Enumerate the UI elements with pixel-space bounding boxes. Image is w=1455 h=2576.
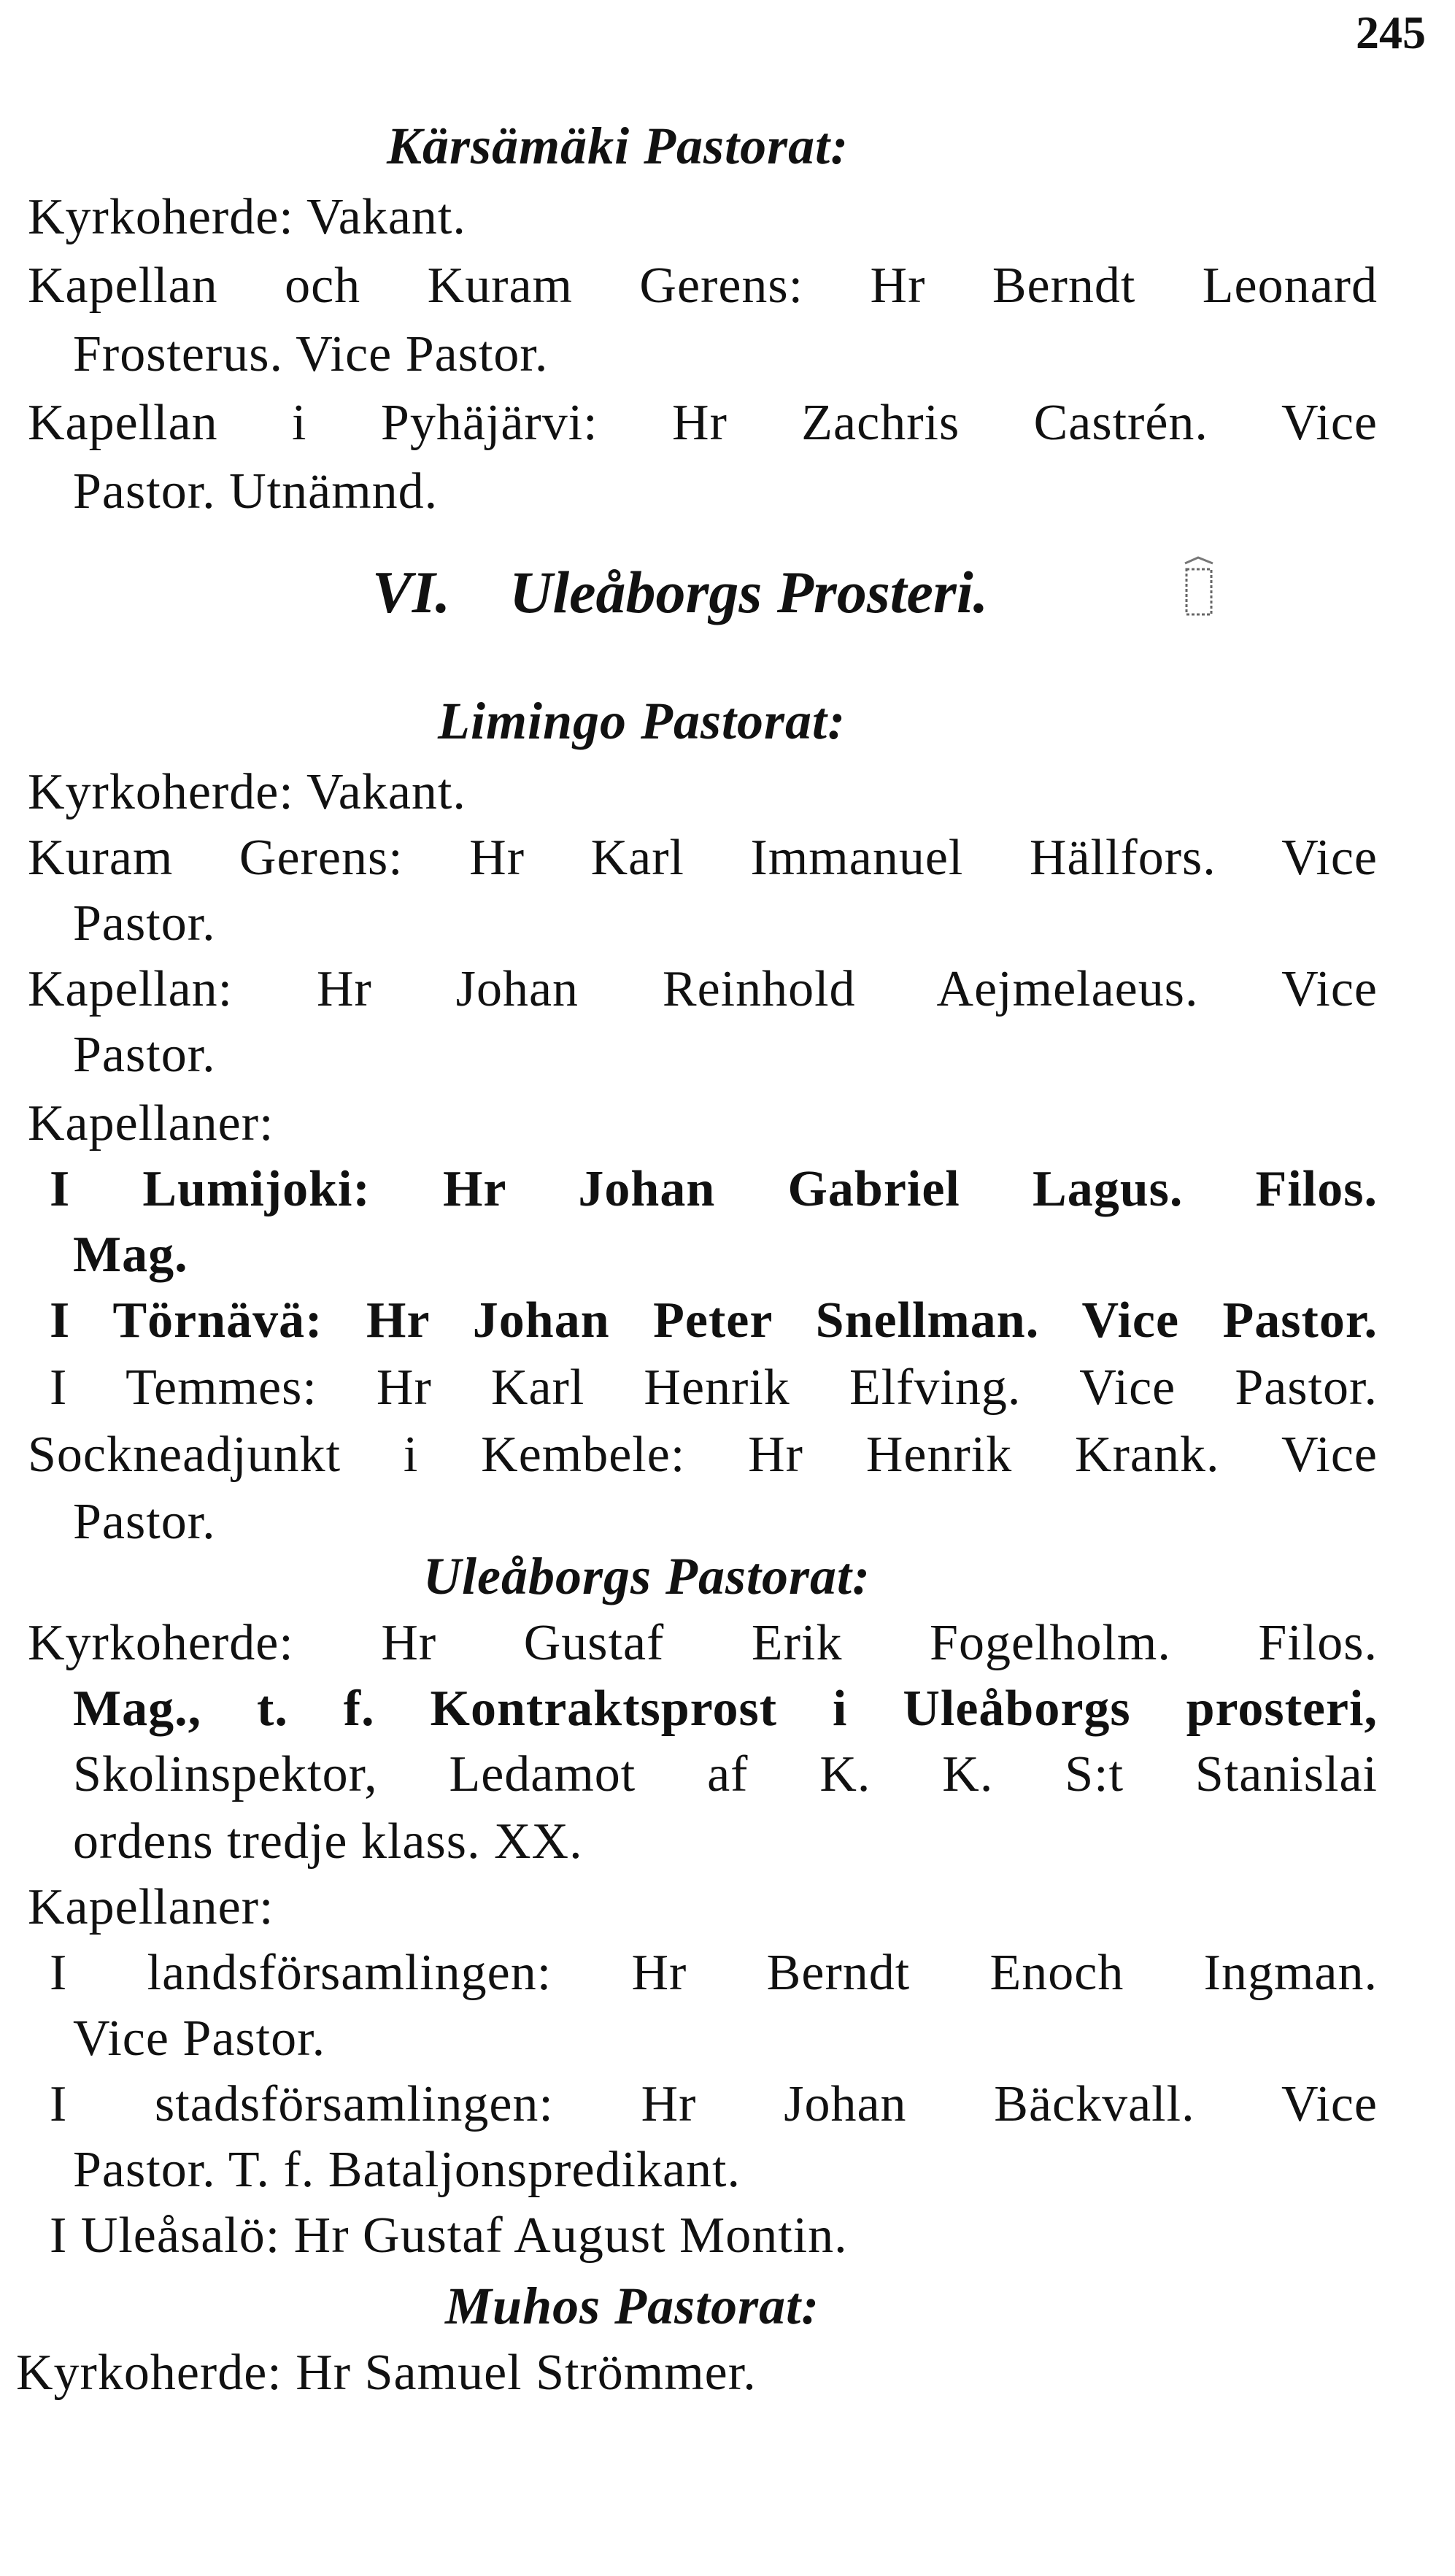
limingo-line-3: Pastor. [73, 895, 216, 952]
uleaborgs-line-10: I Uleåsalö: Hr Gustaf August Montin. [50, 2207, 848, 2264]
karsamaki-heading: Kärsämäki Pastorat: [387, 117, 849, 175]
karsamaki-line-2: Kapellan och Kuram Gerens: Hr Berndt Leonard [28, 258, 1378, 314]
section-numeral: VI. [372, 559, 451, 625]
muhos-line-1: Kyrkoherde: Hr Samuel Strömmer. [16, 2345, 757, 2401]
karsamaki-line-3: Frosterus. Vice Pastor. [73, 326, 549, 382]
uleaborgs-line-3: Skolinspektor, Ledamot af K. K. S:t Stanislai [73, 1746, 1378, 1802]
uleaborgs-line-6: I landsförsamlingen: Hr Berndt Enoch Ingman. [50, 1945, 1378, 2001]
section-title [372, 558, 988, 627]
uleaborgs-line-9: Pastor. T. f. Bataljonspredikant. [73, 2142, 741, 2198]
limingo-line-10: I Temmes: Hr Karl Henrik Elfving. Vice Pastor. [50, 1360, 1378, 1416]
page-number: 245 [1356, 7, 1426, 58]
limingo-heading: Limingo Pastorat: [438, 692, 846, 750]
uleaborgs-line-5: Kapellaner: [28, 1879, 274, 1935]
karsamaki-line-5: Pastor. Utnämnd. [73, 463, 439, 520]
uleaborgs-heading: Uleåborgs Pastorat: [423, 1547, 871, 1605]
limingo-line-1: Kyrkoherde: Vakant. [28, 764, 466, 820]
uleaborgs-line-2: Mag., t. f. Kontraktsprost i Uleåborgs prosteri, [73, 1681, 1378, 1737]
limingo-line-7: I Lumijoki: Hr Johan Gabriel Lagus. Filos. [50, 1161, 1378, 1217]
limingo-line-11: Sockneadjunkt i Kembele: Hr Henrik Krank. Vice [28, 1427, 1378, 1483]
limingo-line-9: I Törnävä: Hr Johan Peter Snellman. Vice Pastor. [50, 1292, 1378, 1349]
limingo-line-5: Pastor. [73, 1027, 216, 1083]
karsamaki-line-4: Kapellan i Pyhäjärvi: Hr Zachris Castrén. Vice [28, 395, 1378, 451]
limingo-line-2: Kuram Gerens: Hr Karl Immanuel Hällfors. Vice [28, 830, 1378, 886]
limingo-line-6: Kapellaner: [28, 1095, 274, 1152]
uleaborgs-line-1: Kyrkoherde: Hr Gustaf Erik Fogelholm. Filos. [28, 1615, 1378, 1671]
uleaborgs-line-8: I stadsförsamlingen: Hr Johan Bäckvall. Vice [50, 2076, 1378, 2132]
limingo-line-4: Kapellan: Hr Johan Reinhold Aejmelaeus. Vice [28, 961, 1378, 1017]
uleaborgs-line-7: Vice Pastor. [73, 2010, 326, 2067]
library-stamp-mark [1182, 555, 1216, 620]
muhos-heading: Muhos Pastorat: [445, 2277, 820, 2335]
section-name: Uleåborgs Prosteri. [509, 559, 989, 625]
karsamaki-line-1: Kyrkoherde: Vakant. [28, 189, 466, 245]
uleaborgs-line-4: ordens tredje klass. XX. [73, 1813, 583, 1870]
limingo-line-12: Pastor. [73, 1494, 216, 1550]
limingo-line-8: Mag. [73, 1227, 188, 1283]
